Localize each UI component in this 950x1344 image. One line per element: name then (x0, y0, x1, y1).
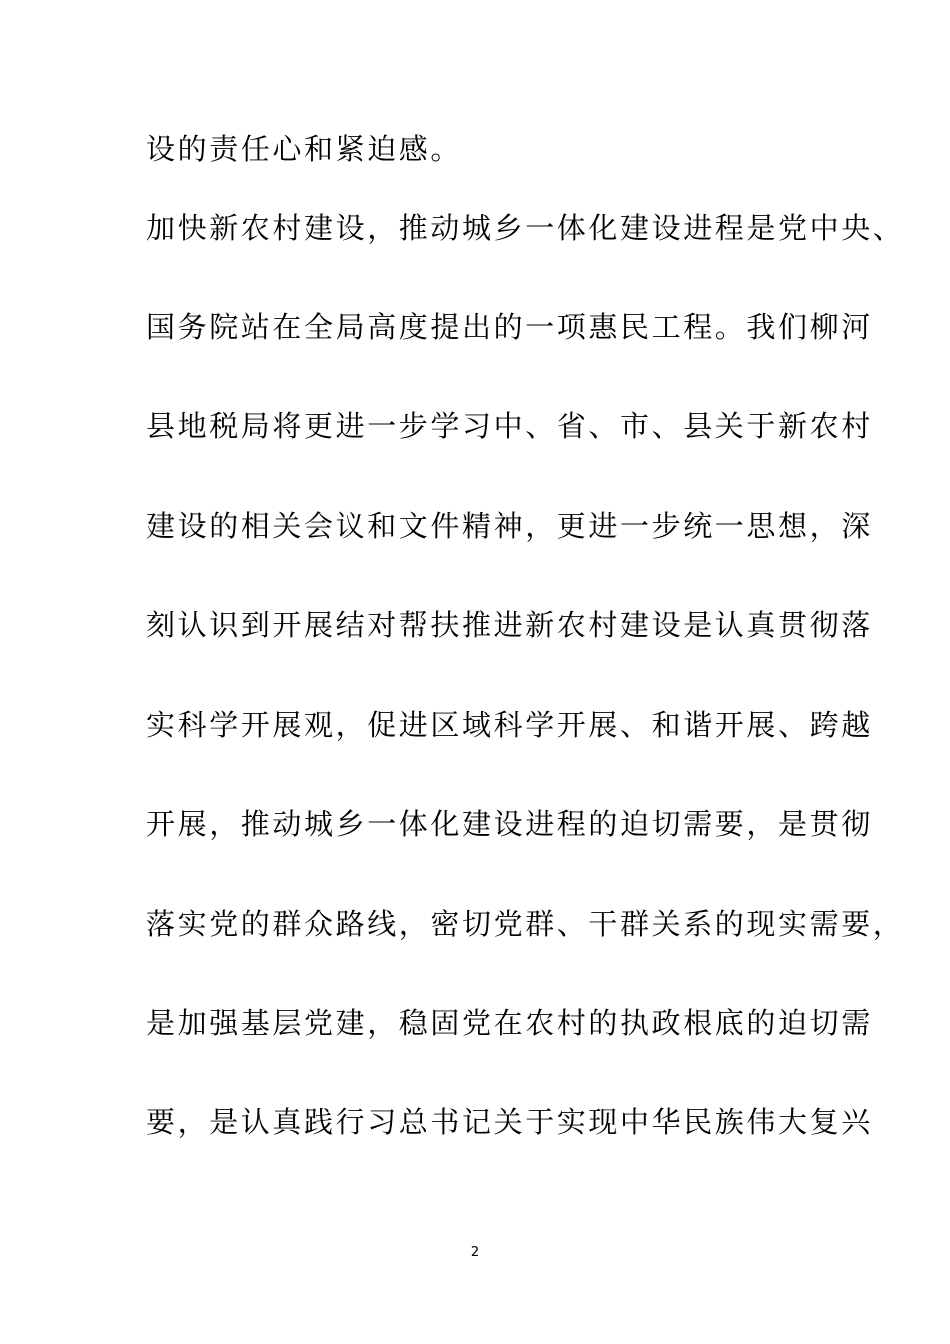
text-line: 是加强基层党建，稳固党在农村的执政根底的迫切需 (146, 1006, 873, 1040)
text-line: 要，是认真践行习总书记关于实现中华民族伟大复兴 (146, 1105, 873, 1139)
text-line: 刻认识到开展结对帮扶推进新农村建设是认真贯彻落 (146, 608, 873, 642)
text-line: 县地税局将更进一步学习中、省、市、县关于新农村 (146, 409, 873, 443)
text-line: 设的责任心和紧迫感。 (146, 132, 463, 166)
text-line: 建设的相关会议和文件精神，更进一步统一思想，深 (146, 509, 873, 543)
page-number: 2 (470, 1245, 480, 1260)
text-line: 国务院站在全局高度提出的一项惠民工程。我们柳河 (146, 310, 873, 344)
text-line: 实科学开展观，促进区域科学开展、和谐开展、跨越 (146, 708, 873, 742)
text-line: 加快新农村建设，推动城乡一体化建设进程是党中央、 (146, 211, 905, 245)
text-line: 开展，推动城乡一体化建设进程的迫切需要，是贯彻 (146, 807, 873, 841)
text-line: 落实党的群众路线，密切党群、干群关系的现实需要， (146, 907, 905, 941)
